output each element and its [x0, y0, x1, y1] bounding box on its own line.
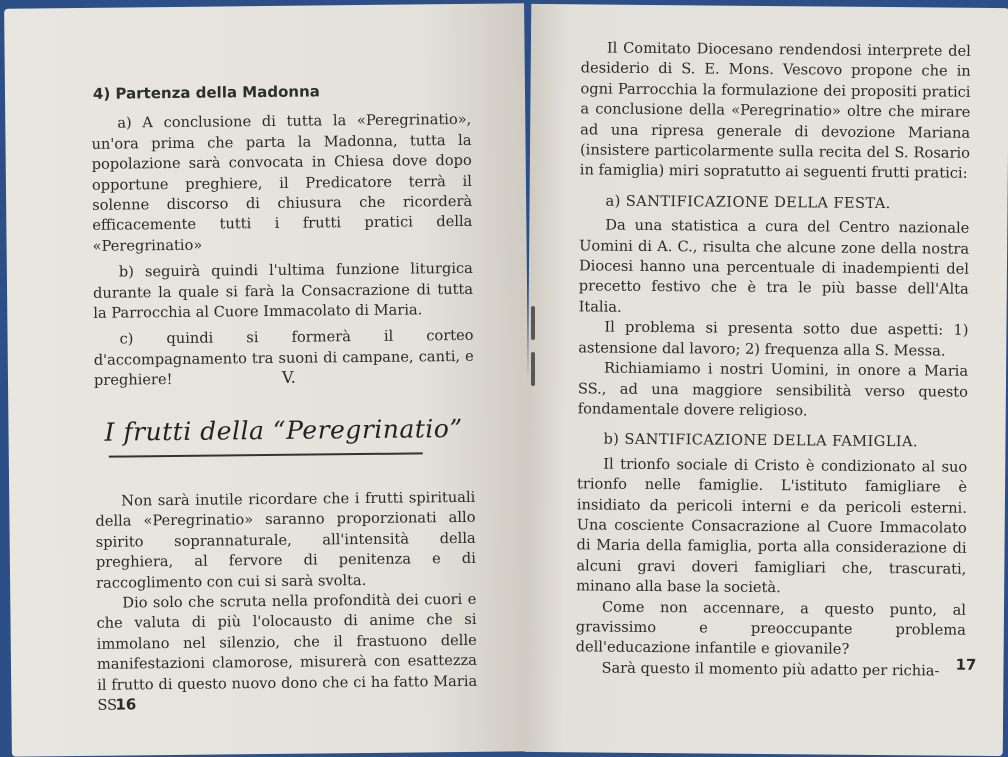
chapter-title-underline — [109, 452, 423, 457]
paragraph: Dio solo che scruta nella profondità dei cuori e che valuta di più l'olocausto di anime che si immolano nel silenzio, che il frastuono delle manifestazioni clamorose, misurerà con esattezza il frutto di questo nuovo dono che ci ha fatto Maria SS. — [96, 590, 478, 714]
staple — [531, 306, 535, 340]
left-section — [91, 80, 474, 392]
page-number: 16 — [115, 695, 137, 714]
paragraph: b) seguirà quindi l'ultima funzione liturgica durante la quale si farà la Consacrazione di tutta la Parrocchia al Cuore Immacolato di Maria. — [92, 260, 474, 322]
chapter-title: I frutti della “Peregrinatio” — [104, 413, 463, 447]
paragraph: Richiamiamo i nostri Uomini, in onore a Maria SS., ad una maggiore sensibilità verso questo fondamentale dovere religioso. — [577, 359, 969, 420]
subsection-heading: b) SANTIFICAZIONE DELLA FAMIGLIA. — [603, 430, 919, 451]
paragraph: Non sarà inutile ricordare che i frutti spirituali della «Peregrinatio» saranno proporzionati allo spirito soprannaturale, all'intensità della preghiera, al fervore di penitenza e di raccoglimento con cui si sarà svolta. — [95, 488, 476, 592]
section-heading: 4) Partenza della Madonna — [92, 82, 320, 103]
chapter-number: V. — [281, 367, 296, 387]
paragraph: Il Comitato Diocesano rendendosi interprete del desiderio di S. E. Mons. Vescovo propone che in ogni Parrocchia la formulazione dei propositi pratici a conclusione della «Peregrinatio» oltre che mirare ad una ripresa generale di devozione Mariana (insistere particolarmente sulla recita del S. Rosario in famiglia) miri sopratutto ai seguenti frutti pratici: — [579, 39, 971, 183]
subsection-heading: a) SANTIFICAZIONE DELLA FESTA. — [605, 192, 891, 212]
paragraph: Il trionfo sociale di Cristo è condizionato al suo trionfo nelle famiglie. L'istituto famigliare è insidiato da pericoli interni e da pericoli esterni. Una cosciente Consacrazione al Cuore Immacolato di Maria della famiglia, porta alla considerazione di alcuni gravi doveri famigliari che, trascurati, minano alla base la società. — [576, 455, 968, 597]
paragraph: Da una statistica a cura del Centro nazionale Uomini di A. C., risulta che alcune zone della nostra Diocesi hanno una percentuale di inadempienti del precetto festivo che è tra le più basse dell'Alta Italia. — [578, 216, 970, 316]
chapter-body — [95, 488, 477, 716]
right-page — [525, 4, 1008, 756]
staple — [531, 352, 535, 386]
paragraph: a) A conclusione di tutta la «Peregrinatio», un'ora prima che parta la Madonna, tutta la popolazione sarà convocata in Chiesa dove dopo opportune preghiere, il Predicatore terrà il solenne discorso di chiusura che ricorderà efficacemente tutti i frutti pratici della «Peregrinatio» — [91, 111, 473, 255]
paragraph: Sarà questo il momento più adatto per richia- — [601, 659, 940, 680]
paragraph: Il problema si presenta sotto due aspetti: 1) astensione dal lavoro; 2) frequenza alla S. Messa. — [578, 318, 969, 360]
left-page — [4, 3, 532, 756]
paragraph: c) quindi si formerà il corteo d'accompagnamento tra suoni di campane, canti, e preghiere! — [93, 327, 474, 390]
page-number: 17 — [955, 655, 977, 674]
paragraph: Come non accennare, a questo punto, al gravissimo e preoccupante problema dell'educazione infantile e giovanile? — [575, 598, 967, 659]
right-body — [575, 38, 971, 682]
